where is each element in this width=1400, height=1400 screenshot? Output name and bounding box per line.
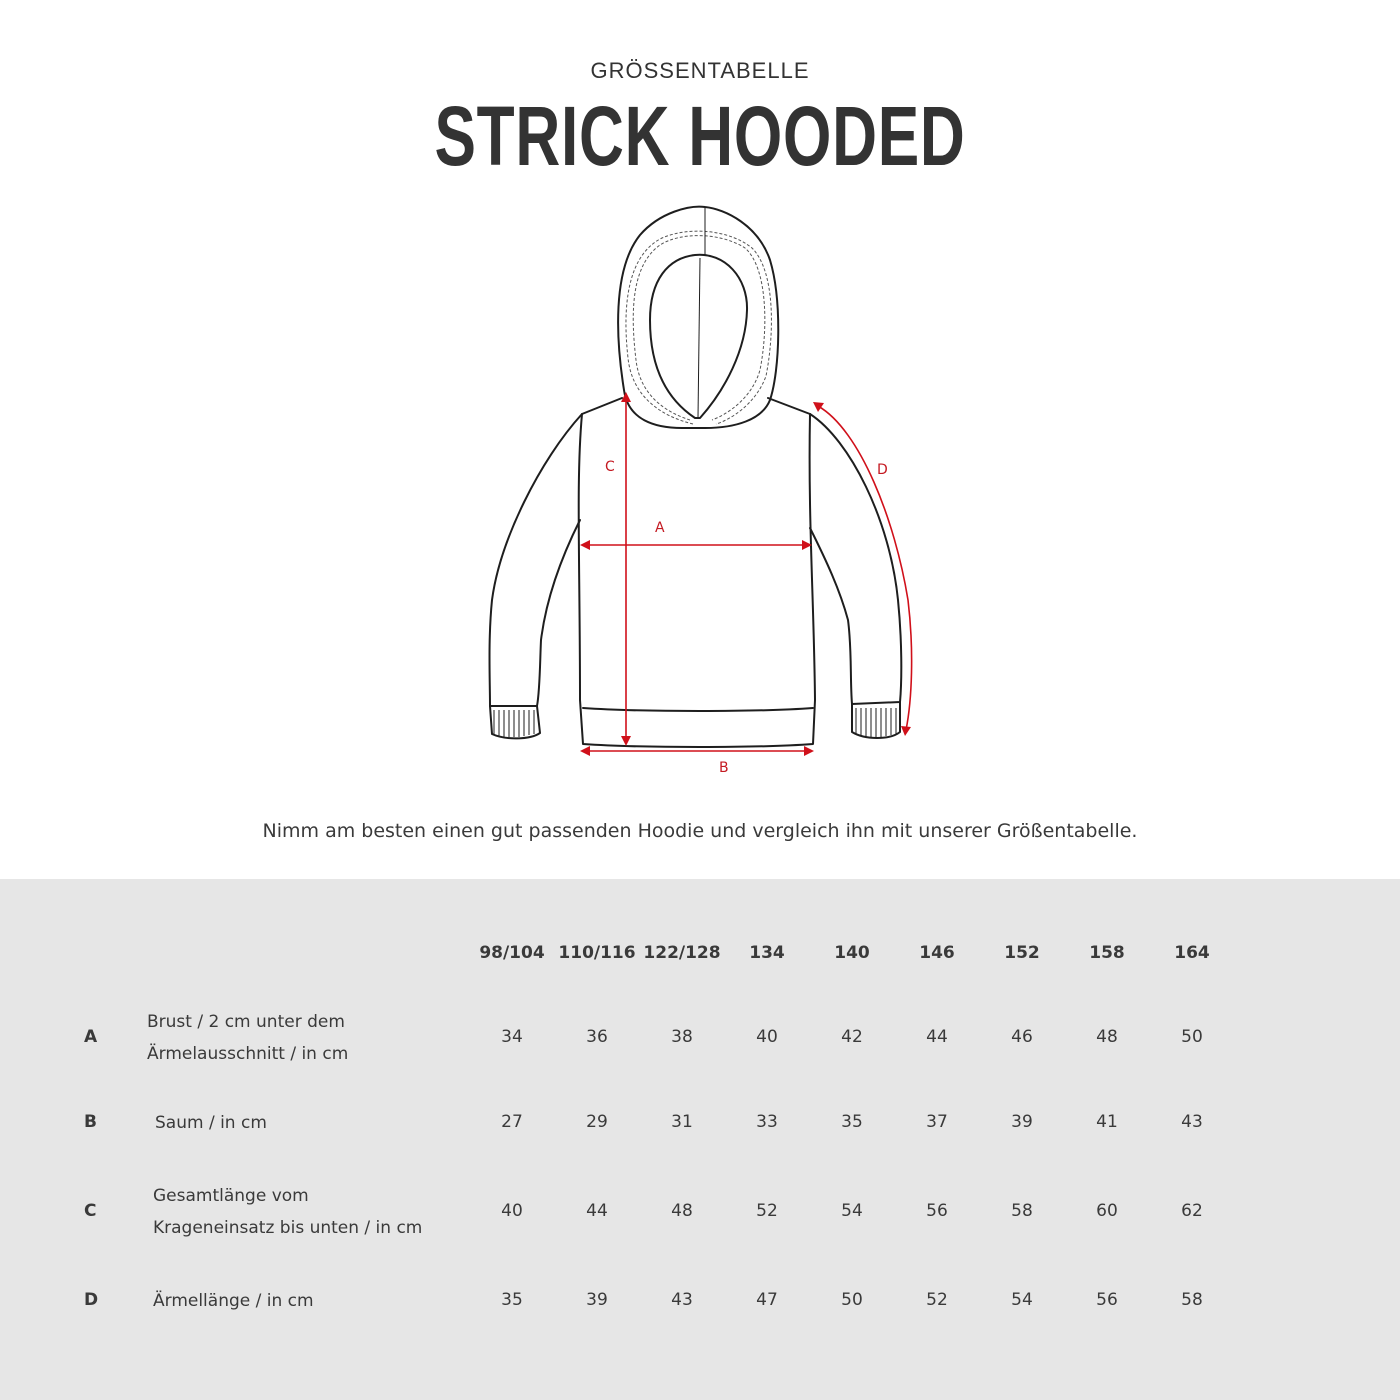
table-cell: 31 [671,1112,693,1132]
table-cell: 58 [1011,1201,1033,1221]
table-cell: 58 [1181,1290,1203,1310]
table-cell: 44 [586,1201,608,1221]
row-label: Saum / in cm [155,1113,267,1133]
table-cell: 56 [926,1201,948,1221]
row-code: B [84,1112,97,1132]
measure-a-label: A [655,520,665,536]
table-cell: 43 [1181,1112,1203,1132]
table-cell: 36 [586,1027,608,1047]
size-header: 122/128 [643,943,721,963]
table-cell: 52 [926,1290,948,1310]
table-cell: 54 [1011,1290,1033,1310]
table-cell: 41 [1096,1112,1118,1132]
row-label: Gesamtlänge vom Krageneinsatz bis unten / in cm [153,1186,423,1238]
row-label: Ärmellänge / in cm [153,1291,314,1311]
product-title: STRICK HOODED [434,89,966,183]
table-cell: 43 [671,1290,693,1310]
size-header: 146 [919,943,955,963]
table-cell: 35 [841,1112,863,1132]
size-header: 134 [749,943,785,963]
table-cell: 27 [501,1112,523,1132]
measure-d-line [813,402,912,736]
table-cell: 48 [1096,1027,1118,1047]
measure-a-line [580,540,812,550]
hoodie-measurement-diagram [470,200,930,790]
size-chart-subtitle: GRÖSSENTABELLE [590,58,810,83]
table-cell: 34 [501,1027,523,1047]
table-cell: 37 [926,1112,948,1132]
row-code: D [84,1290,99,1310]
table-cell: 47 [756,1290,778,1310]
hoodie-outline [490,207,902,747]
table-cell: 46 [1011,1027,1033,1047]
measure-c-label: C [605,459,615,475]
size-header: 152 [1004,943,1040,963]
size-table [0,879,1400,1400]
row-code: C [84,1201,97,1221]
table-cell: 48 [671,1201,693,1221]
table-cell: 42 [841,1027,863,1047]
table-cell: 29 [586,1112,608,1132]
size-header: 164 [1174,943,1210,963]
table-cell: 54 [841,1201,863,1221]
fit-advice-note: Nimm am besten einen gut passenden Hoodie und vergleich ihn mit unserer Größentabelle. [262,820,1138,842]
table-cell: 52 [756,1201,778,1221]
size-header: 158 [1089,943,1125,963]
measure-c-line [621,392,631,746]
table-cell: 44 [926,1027,948,1047]
size-header: 110/116 [558,943,636,963]
table-cell: 38 [671,1027,693,1047]
table-cell: 62 [1181,1201,1203,1221]
table-cell: 40 [756,1027,778,1047]
table-cell: 56 [1096,1290,1118,1310]
table-cell: 40 [501,1201,523,1221]
size-header: 140 [834,943,870,963]
table-cell: 39 [1011,1112,1033,1132]
table-cell: 39 [586,1290,608,1310]
table-cell: 50 [841,1290,863,1310]
measure-d-label: D [877,462,888,478]
row-label: Brust / 2 cm unter dem Ärmelausschnitt / in cm [147,1012,349,1064]
table-cell: 33 [756,1112,778,1132]
table-cell: 35 [501,1290,523,1310]
table-cell: 60 [1096,1201,1118,1221]
row-code: A [84,1027,98,1047]
table-cell: 50 [1181,1027,1203,1047]
measure-b-label: B [719,760,729,776]
size-header: 98/104 [479,943,545,963]
